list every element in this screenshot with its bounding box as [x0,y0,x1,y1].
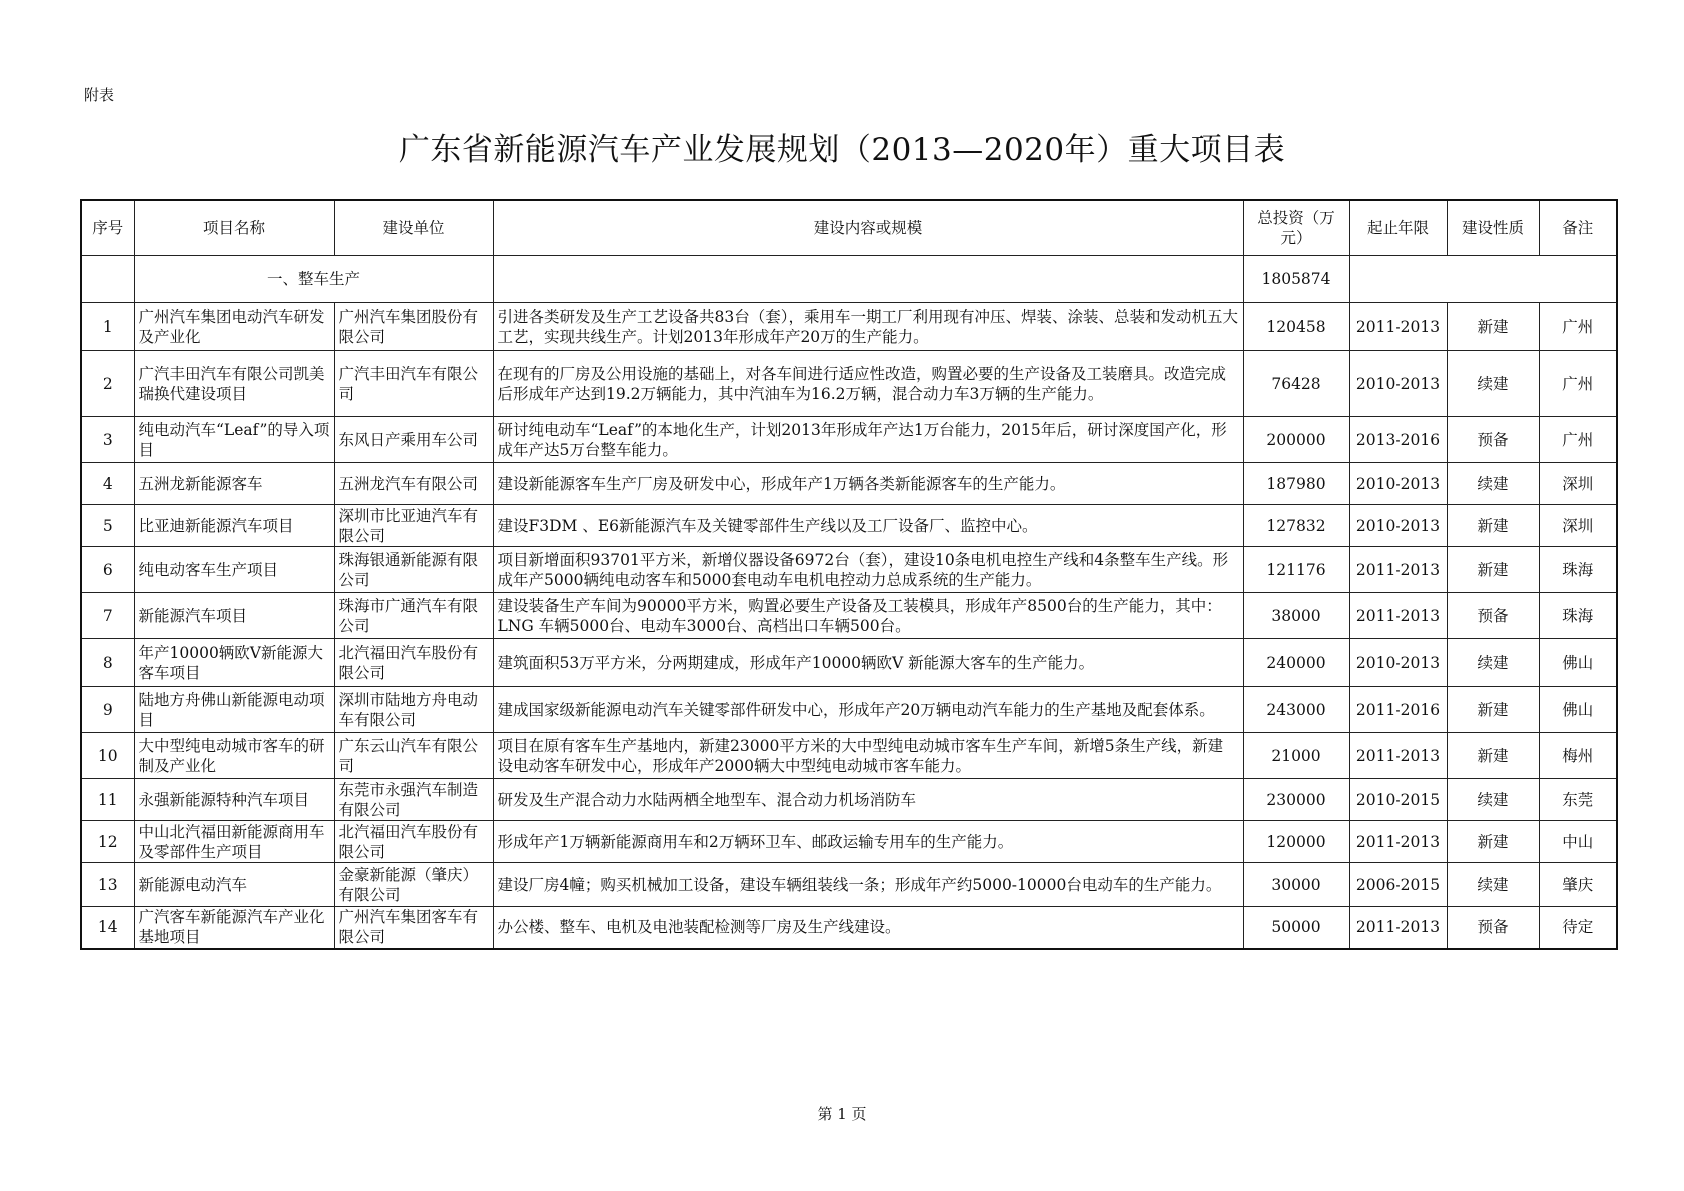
row-project-name: 广汽客车新能源汽车产业化基地项目 [134,907,334,949]
col-header-unit: 建设单位 [334,200,493,256]
row-project-name: 广汽丰田汽车有限公司凯美瑞换代建设项目 [134,351,334,417]
table-row [81,821,1617,863]
row-unit: 广州汽车集团股份有限公司 [334,303,493,351]
row-invest: 200000 [1243,417,1349,463]
row-content: 建成国家级新能源电动汽车关键零部件研发中心，形成年产20万辆电动汽车能力的生产基地及配套体系。 [493,687,1243,733]
row-nature: 续建 [1447,779,1539,821]
table-row [81,417,1617,463]
row-years: 2006-2015 [1349,863,1447,907]
row-invest: 30000 [1243,863,1349,907]
row-content: 建筑面积53万平方米，分两期建成，形成年产10000辆欧V 新能源大客车的生产能力。 [493,639,1243,687]
row-years: 2011-2013 [1349,303,1447,351]
row-nature: 续建 [1447,463,1539,505]
row-nature: 续建 [1447,639,1539,687]
row-invest: 240000 [1243,639,1349,687]
table-row [81,687,1617,733]
row-no: 3 [81,417,134,463]
row-note: 中山 [1539,821,1617,863]
section-empty-cell [1349,256,1617,303]
row-content: 研讨纯电动车“Leaf”的本地化生产，计划2013年形成年产达1万台能力，2015年后，研讨深度国产化，形成年产达5万台整车能力。 [493,417,1243,463]
table-row [81,547,1617,593]
row-unit: 广汽丰田汽车有限公司 [334,351,493,417]
row-invest: 120458 [1243,303,1349,351]
row-years: 2011-2013 [1349,821,1447,863]
row-no: 14 [81,907,134,949]
row-unit: 东风日产乘用车公司 [334,417,493,463]
row-invest: 50000 [1243,907,1349,949]
row-unit: 深圳市陆地方舟电动车有限公司 [334,687,493,733]
row-content: 项目新增面积93701平方米，新增仪器设备6972台（套），建设10条电机电控生产线和4条整车生产线。形成年产5000辆纯电动客车和5000套电动车电机电控动力总成系统的生产能力。 [493,547,1243,593]
section-content-cell [493,256,1243,303]
row-project-name: 年产10000辆欧V新能源大客车项目 [134,639,334,687]
row-unit: 东莞市永强汽车制造有限公司 [334,779,493,821]
row-unit: 广东云山汽车有限公司 [334,733,493,779]
row-invest: 121176 [1243,547,1349,593]
table-row [81,505,1617,547]
row-content: 办公楼、整车、电机及电池装配检测等厂房及生产线建设。 [493,907,1243,949]
section-no-cell [81,256,134,303]
row-note: 广州 [1539,417,1617,463]
section-row [81,256,1617,303]
col-header-content: 建设内容或规模 [493,200,1243,256]
row-project-name: 中山北汽福田新能源商用车及零部件生产项目 [134,821,334,863]
table-row [81,863,1617,907]
projects-table-wrap [80,199,1618,950]
table-row [81,351,1617,417]
row-nature: 续建 [1447,863,1539,907]
row-content: 项目在原有客车生产基地内，新建23000平方米的大中型纯电动城市客车生产车间，新增5条生产线，新建设电动客车研发中心，形成年产2000辆大中型纯电动城市客车能力。 [493,733,1243,779]
row-years: 2011-2013 [1349,733,1447,779]
row-no: 10 [81,733,134,779]
row-content: 建设新能源客车生产厂房及研发中心，形成年产1万辆各类新能源客车的生产能力。 [493,463,1243,505]
row-project-name: 新能源电动汽车 [134,863,334,907]
row-no: 6 [81,547,134,593]
col-header-years: 起止年限 [1349,200,1447,256]
row-note: 广州 [1539,303,1617,351]
row-project-name: 新能源汽车项目 [134,593,334,639]
table-row [81,779,1617,821]
row-unit: 珠海市广通汽车有限公司 [334,593,493,639]
row-years: 2010-2013 [1349,505,1447,547]
row-note: 佛山 [1539,687,1617,733]
row-project-name: 纯电动汽车“Leaf”的导入项目 [134,417,334,463]
table-row [81,463,1617,505]
row-invest: 76428 [1243,351,1349,417]
row-invest: 243000 [1243,687,1349,733]
row-nature: 新建 [1447,687,1539,733]
row-note: 东莞 [1539,779,1617,821]
row-note: 佛山 [1539,639,1617,687]
row-project-name: 陆地方舟佛山新能源电动项目 [134,687,334,733]
row-years: 2010-2015 [1349,779,1447,821]
row-project-name: 大中型纯电动城市客车的研制及产业化 [134,733,334,779]
row-years: 2011-2013 [1349,547,1447,593]
row-years: 2011-2013 [1349,593,1447,639]
row-years: 2013-2016 [1349,417,1447,463]
row-invest: 127832 [1243,505,1349,547]
row-nature: 新建 [1447,821,1539,863]
row-invest: 230000 [1243,779,1349,821]
row-no: 12 [81,821,134,863]
row-project-name: 永强新能源特种汽车项目 [134,779,334,821]
row-no: 13 [81,863,134,907]
col-header-no: 序号 [81,200,134,256]
table-row [81,733,1617,779]
row-nature: 预备 [1447,907,1539,949]
row-content: 形成年产1万辆新能源商用车和2万辆环卫车、邮政运输专用车的生产能力。 [493,821,1243,863]
row-note: 珠海 [1539,547,1617,593]
row-unit: 金豪新能源（肇庆）有限公司 [334,863,493,907]
row-invest: 21000 [1243,733,1349,779]
col-header-note: 备注 [1539,200,1617,256]
page-title: 广东省新能源汽车产业发展规划（2013—2020年）重大项目表 [398,132,1286,168]
row-nature: 新建 [1447,505,1539,547]
col-header-nature: 建设性质 [1447,200,1539,256]
row-content: 在现有的厂房及公用设施的基础上，对各车间进行适应性改造，购置必要的生产设备及工装磨具。改造完成后形成年产达到19.2万辆能力，其中汽油车为16.2万辆，混合动力车3万辆的生产能力。 [493,351,1243,417]
row-note: 肇庆 [1539,863,1617,907]
table-row [81,303,1617,351]
row-no: 9 [81,687,134,733]
row-nature: 续建 [1447,351,1539,417]
col-header-invest: 总投资（万元） [1243,200,1349,256]
row-nature: 新建 [1447,303,1539,351]
row-invest: 120000 [1243,821,1349,863]
row-no: 8 [81,639,134,687]
row-project-name: 五洲龙新能源客车 [134,463,334,505]
row-content: 引进各类研发及生产工艺设备共83台（套），乘用车一期工厂利用现有冲压、焊装、涂装、总装和发动机五大工艺，实现共线生产。计划2013年形成年产20万的生产能力。 [493,303,1243,351]
row-no: 11 [81,779,134,821]
row-note: 珠海 [1539,593,1617,639]
row-content: 建设厂房4幢；购买机械加工设备，建设车辆组装线一条；形成年产约5000-10000台电动车的生产能力。 [493,863,1243,907]
table-row [81,639,1617,687]
row-years: 2011-2016 [1349,687,1447,733]
row-years: 2010-2013 [1349,639,1447,687]
row-unit: 深圳市比亚迪汽车有限公司 [334,505,493,547]
section-total: 1805874 [1243,256,1349,303]
annex-label: 附表 [84,86,115,104]
row-no: 7 [81,593,134,639]
row-unit: 北汽福田汽车股份有限公司 [334,639,493,687]
row-nature: 预备 [1447,417,1539,463]
row-years: 2011-2013 [1349,907,1447,949]
row-project-name: 广州汽车集团电动汽车研发及产业化 [134,303,334,351]
row-nature: 新建 [1447,733,1539,779]
row-unit: 五洲龙汽车有限公司 [334,463,493,505]
col-header-name: 项目名称 [134,200,334,256]
row-note: 深圳 [1539,505,1617,547]
row-no: 1 [81,303,134,351]
row-invest: 187980 [1243,463,1349,505]
row-nature: 预备 [1447,593,1539,639]
row-years: 2010-2013 [1349,463,1447,505]
row-note: 梅州 [1539,733,1617,779]
row-years: 2010-2013 [1349,351,1447,417]
page-footer: 第 1 页 [817,1105,867,1123]
row-content: 研发及生产混合动力水陆两栖全地型车、混合动力机场消防车 [493,779,1243,821]
row-project-name: 纯电动客车生产项目 [134,547,334,593]
section-name: 一、整车生产 [134,256,493,303]
projects-table [80,199,1618,950]
table-row [81,593,1617,639]
row-unit: 广州汽车集团客车有限公司 [334,907,493,949]
table-row [81,907,1617,949]
table-header-row [81,200,1617,256]
row-note: 深圳 [1539,463,1617,505]
row-content: 建设装备生产车间为90000平方米，购置必要生产设备及工装模具，形成年产8500台的生产能力，其中：LNG 车辆5000台、电动车3000台、高档出口车辆500台。 [493,593,1243,639]
row-unit: 北汽福田汽车股份有限公司 [334,821,493,863]
row-note: 广州 [1539,351,1617,417]
row-no: 5 [81,505,134,547]
row-unit: 珠海银通新能源有限公司 [334,547,493,593]
row-note: 待定 [1539,907,1617,949]
row-project-name: 比亚迪新能源汽车项目 [134,505,334,547]
row-no: 4 [81,463,134,505]
row-invest: 38000 [1243,593,1349,639]
row-nature: 新建 [1447,547,1539,593]
row-no: 2 [81,351,134,417]
row-content: 建设F3DM 、E6新能源汽车及关键零部件生产线以及工厂设备厂、监控中心。 [493,505,1243,547]
